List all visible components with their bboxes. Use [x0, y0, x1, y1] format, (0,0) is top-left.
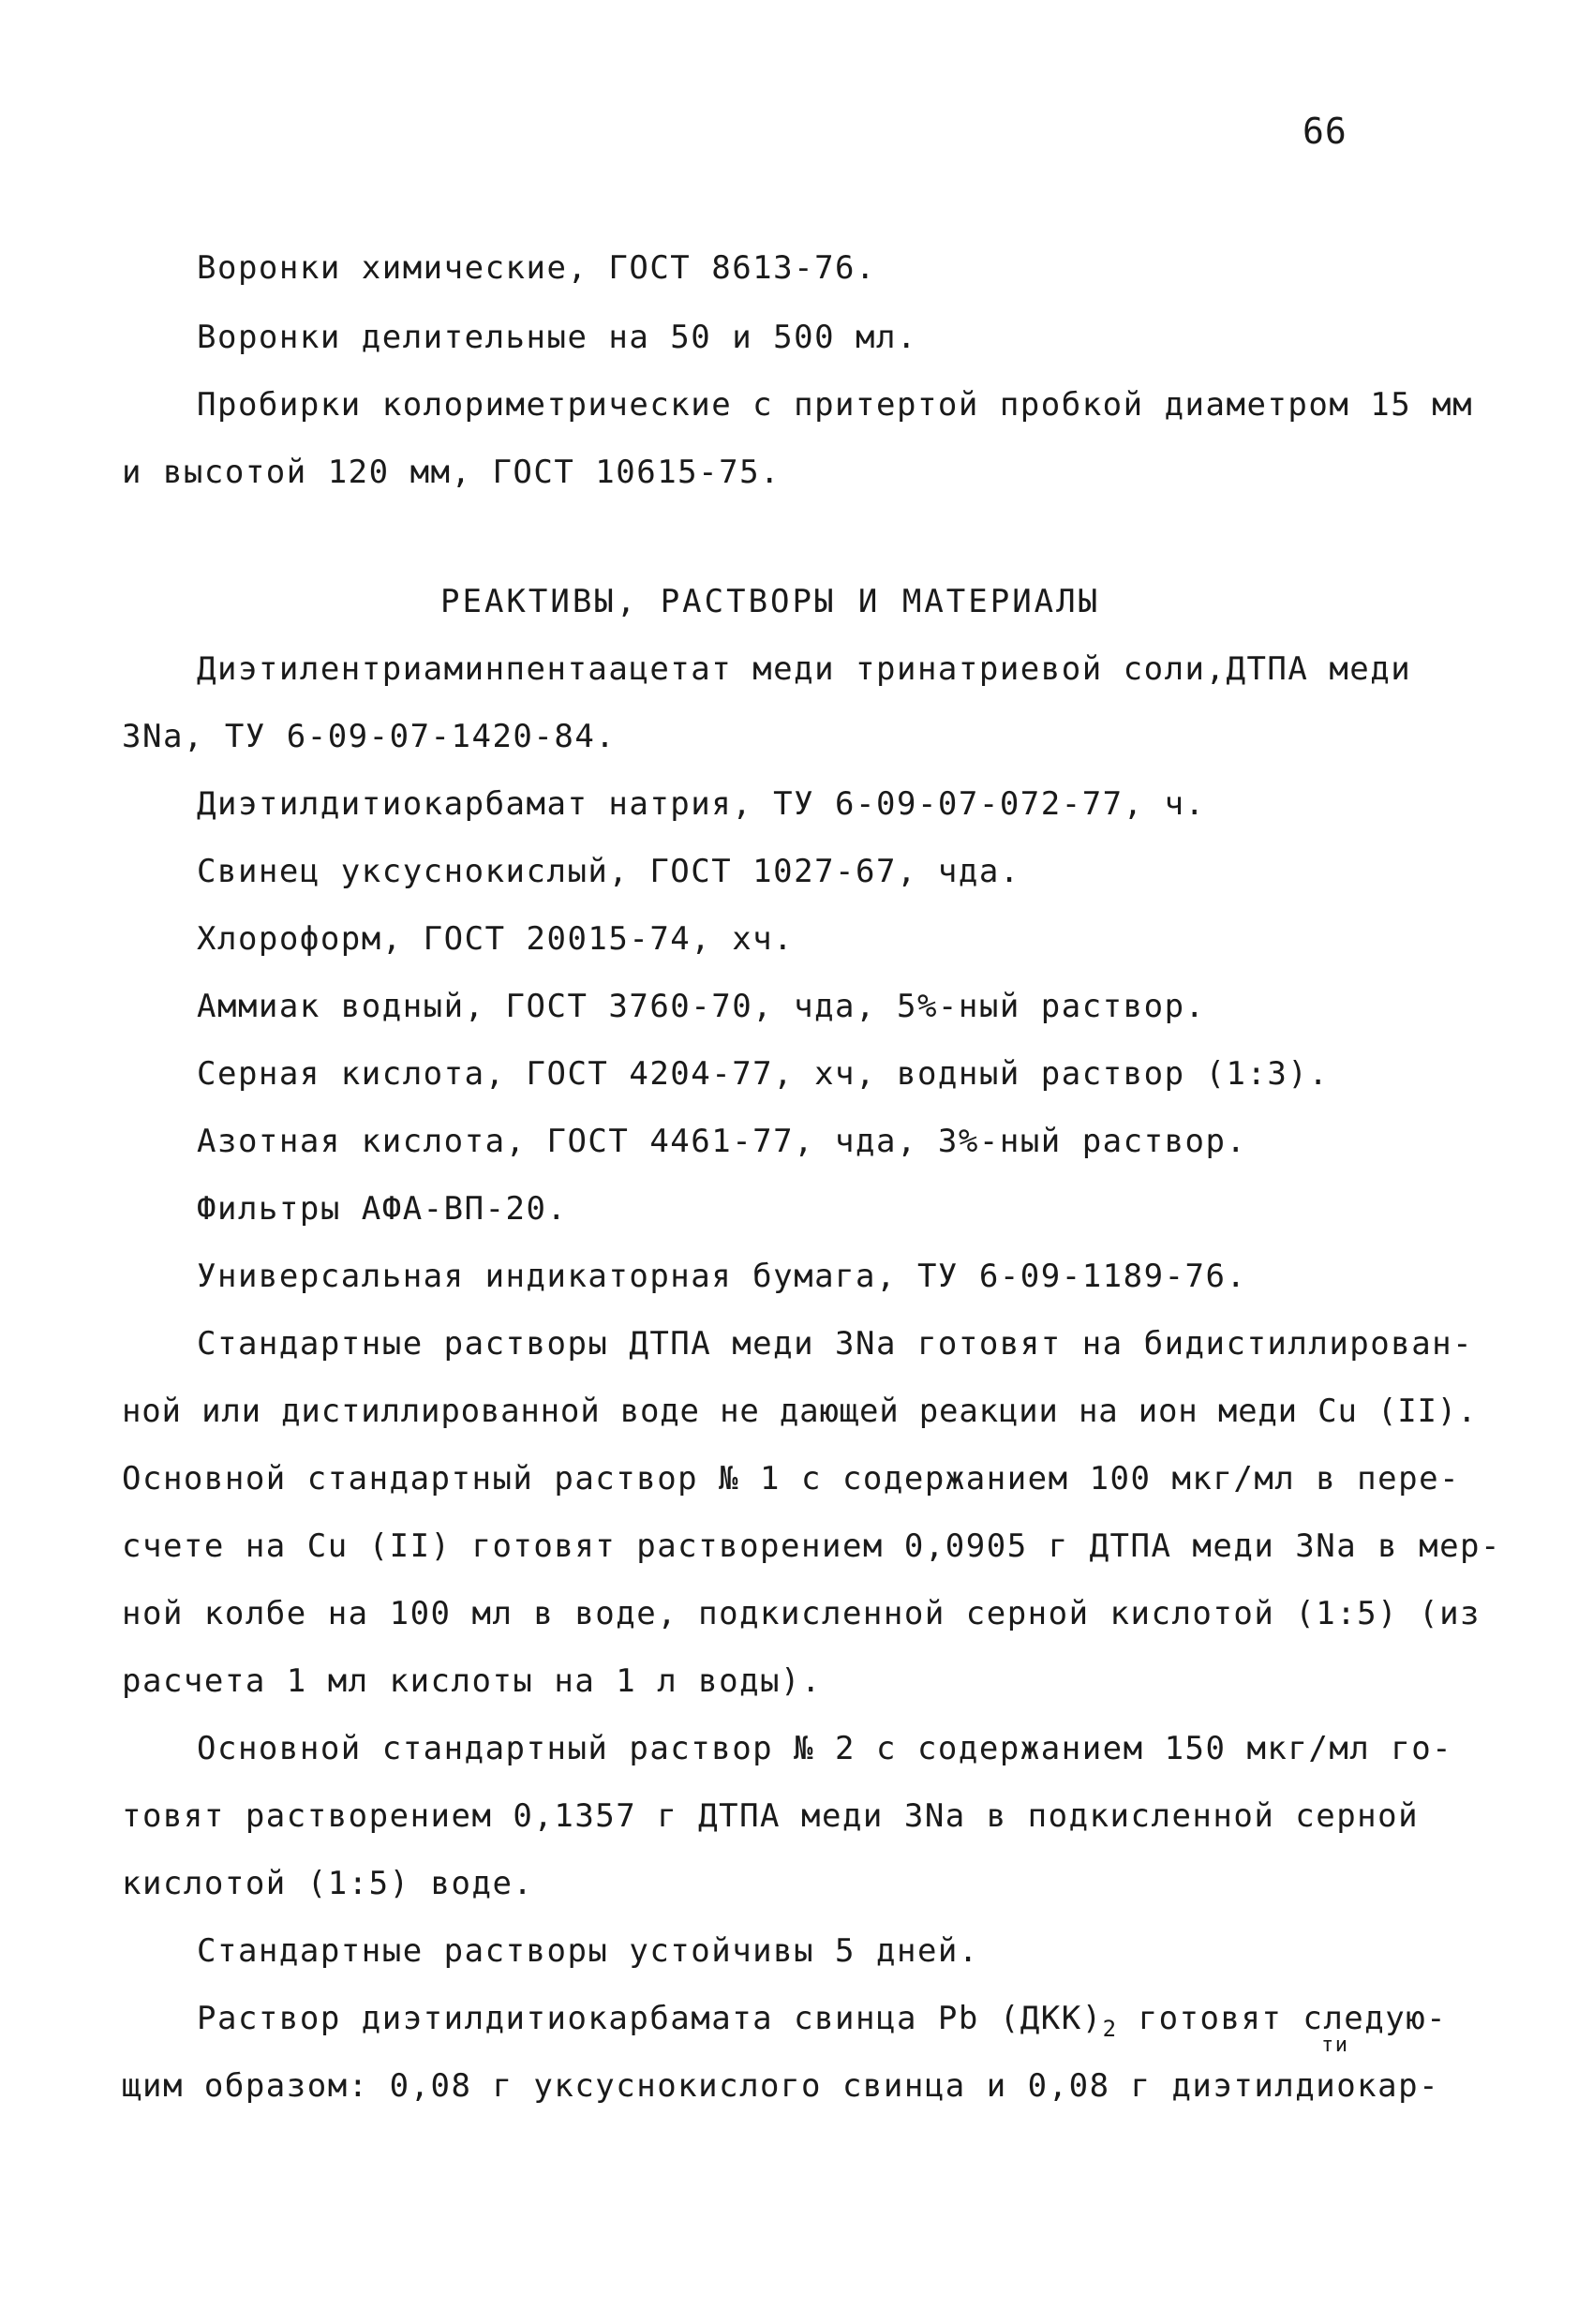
- text-line: Стандартные растворы ДТПА меди 3Na готовят на бидистиллирован-: [197, 1325, 1474, 1363]
- text-line: Азотная кислота, ГОСТ 4461-77, чда, 3%-ный раствор.: [197, 1123, 1247, 1160]
- text-line: ной или дистиллированной воде не дающей реакции на ион меди Cu (II).: [122, 1393, 1478, 1430]
- text-line: Диэтилентриаминпентаацетат меди тринатриевой соли,ДТПА меди: [197, 650, 1412, 688]
- text-line: щим образом: 0,08 г уксуснокислого свинца и 0,08 г диэтилдиокар-: [122, 2067, 1440, 2105]
- text-line: Фильтры АФА-ВП-20.: [197, 1190, 568, 1228]
- text-line: Воронки делительные на 50 и 500 мл.: [197, 319, 917, 356]
- text-line: 3Na, ТУ 6-09-07-1420-84.: [122, 718, 617, 755]
- text-segment: готовят следую-: [1138, 2000, 1448, 2037]
- text-line: Универсальная индикаторная бумага, ТУ 6-09-1189-76.: [197, 1258, 1247, 1295]
- text-line: кислотой (1:5) воде.: [122, 1865, 534, 1902]
- text-line: Диэтилдитиокарбамат натрия, ТУ 6-09-07-072-77, ч.: [197, 785, 1206, 823]
- text-line: Хлороформ, ГОСТ 20015-74, хч.: [197, 920, 795, 958]
- text-line: [197, 2000, 1447, 2048]
- text-line: ной колбе на 100 мл в воде, подкисленной серной кислотой (1:5) (из: [122, 1595, 1481, 1632]
- text-line: Серная кислота, ГОСТ 4204-77, хч, водный раствор (1:3).: [197, 1055, 1330, 1093]
- text-line: товят растворением 0,1357 г ДТПА меди 3Na в подкисленной серной: [122, 1797, 1420, 1835]
- text-segment: Раствор диэтилдитиокарбамата свинца Pb (ДКК): [197, 2000, 1103, 2037]
- text-line: счете на Cu (II) готовят растворением 0,0905 г ДТПА меди 3Na в мер-: [122, 1527, 1501, 1565]
- text-line: Пробирки колориметрические с притертой пробкой диаметром 15 мм: [197, 386, 1474, 424]
- page-number: 66: [1303, 111, 1347, 152]
- text-line: Стандартные растворы устойчивы 5 дней.: [197, 1932, 979, 1970]
- subscript-2: 2: [1102, 2015, 1118, 2042]
- superscript-note: ти: [1321, 2034, 1349, 2057]
- text-line: Свинец уксуснокислый, ГОСТ 1027-67, чда.: [197, 853, 1020, 890]
- section-heading: РЕАКТИВЫ, РАСТВОРЫ И МАТЕРИАЛЫ: [440, 583, 1101, 620]
- text-line: расчета 1 мл кислоты на 1 л воды).: [122, 1662, 822, 1700]
- text-line: Основной стандартный раствор № 2 с содержанием 150 мкг/мл го-: [197, 1730, 1453, 1767]
- text-line: Аммиак водный, ГОСТ 3760-70, чда, 5%-ный раствор.: [197, 988, 1206, 1025]
- text-line: Основной стандартный раствор № 1 с содержанием 100 мкг/мл в пере-: [122, 1460, 1461, 1497]
- text-line: и высотой 120 мм, ГОСТ 10615-75.: [122, 454, 782, 491]
- text-line: Воронки химические, ГОСТ 8613-76.: [197, 249, 877, 287]
